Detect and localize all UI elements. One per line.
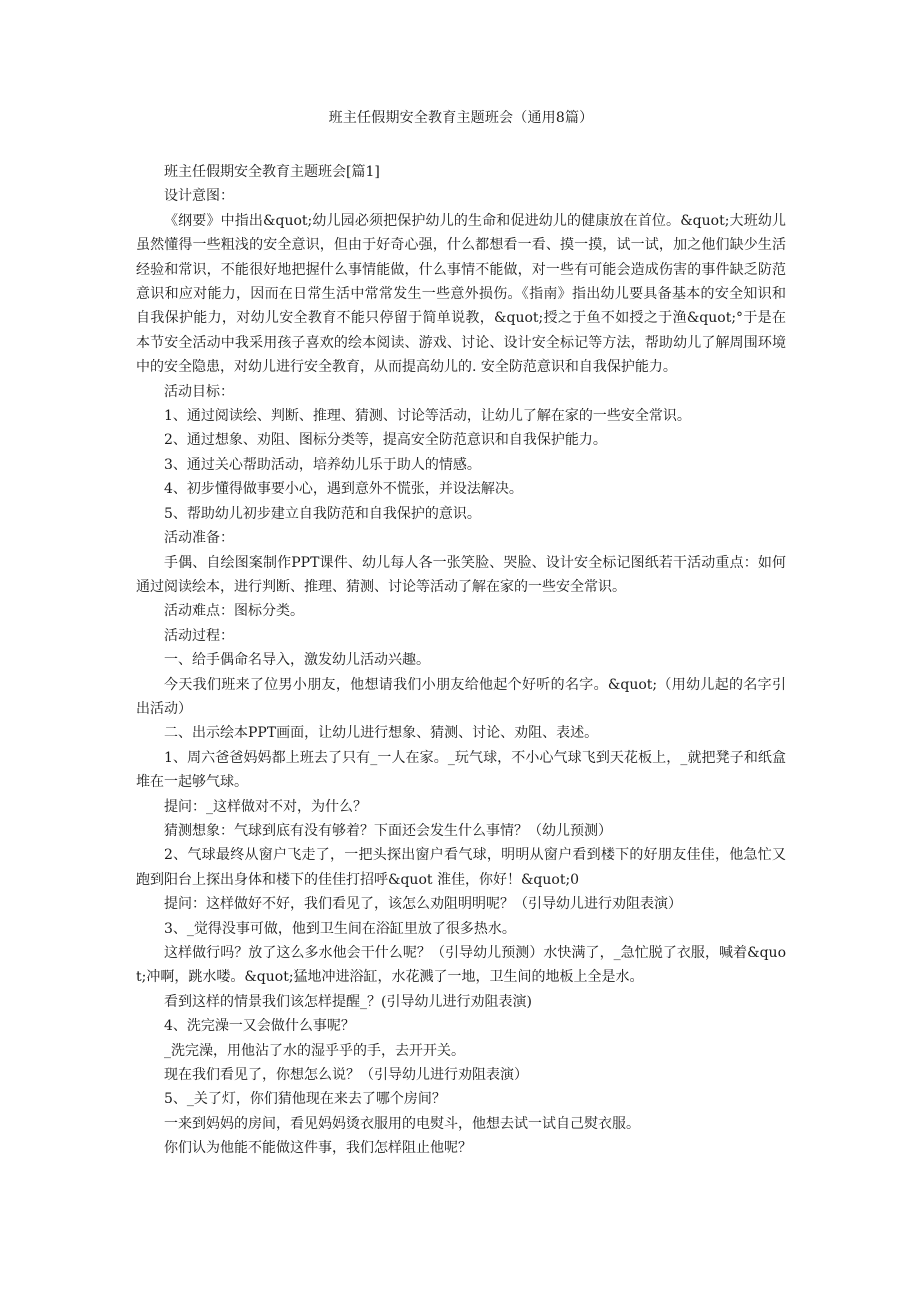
list-item: 3、_觉得没事可做，他到卫生间在浴缸里放了很多热水。 (164, 920, 516, 937)
list-item: 5、_关了灯，你们猜他现在来去了哪个房间？ (164, 1091, 446, 1108)
list-item: 1、周六爸爸妈妈都上班去了只有_一人在家。_玩气球，不小心气球飞到天花板上，_就把凳子和纸盒堆在一起够气球。 (136, 749, 786, 791)
list-item: 4、洗完澡一又会做什么事呢？ (164, 1018, 355, 1035)
paragraph: 手偶、自绘图案制作PPT课件、幼儿每人各一张笑脸、哭脸、设计安全标记图纸若干活动重点：如何通过阅读绘本，进行判断、推理、猜测、讨论等活动了解在家的一些安全常识。 (136, 554, 786, 595)
paragraph: 设计意图： (164, 188, 234, 205)
paragraph: 今天我们班来了位男小朋友，他想请我们小朋友给他起个好听的名字。&quot;（用幼儿起的名字引出活动） (136, 676, 786, 717)
list-item: 4、初步懂得做事要小心，遇到意外不慌张，并设法解决。 (164, 481, 523, 498)
paragraph: _洗完澡，用他沾了水的湿乎乎的手，去开开关。 (164, 1042, 465, 1059)
paragraph: 一来到妈妈的房间，看见妈妈烫衣服用的电熨斗，他想去试一试自己熨衣服。 (164, 1115, 640, 1132)
document-page (136, 108, 786, 1161)
paragraph: 活动目标： (164, 383, 234, 400)
paragraph: 你们认为他能不能做这件事，我们怎样阻止他呢？ (164, 1140, 472, 1157)
paragraph: 提问：_这样做对不对，为什么？ (164, 798, 367, 815)
list-item: 2、通过想象、劝阻、图标分类等，提高安全防范意识和自我保护能力。 (164, 432, 607, 449)
paragraph: 二、出示绘本PPT画面，让幼儿进行想象、猜测、讨论、劝阻、表述。 (164, 725, 599, 742)
paragraph: 猜测想象：气球到底有没有够着？下面还会发生什么事情？（幼儿预测） (164, 822, 612, 839)
paragraph: 活动难点：图标分类。 (164, 603, 304, 620)
list-item: 3、通过关心帮助活动，培养幼儿乐于助人的情感。 (164, 456, 481, 473)
list-item: 1、通过阅读绘、判断、推理、猜测、讨论等活动，让幼儿了解在家的一些安全常识。 (164, 408, 691, 425)
paragraph: 活动过程： (164, 627, 234, 644)
paragraph: 《纲要》中指出&quot;幼儿园必须把保护幼儿的生命和促进幼儿的健康放在首位。&quot;大班幼儿虽然懂得一些粗浅的安全意识，但由于好奇心强，什么都想看一看、摸一摸，试一试，加之他们缺少生活经验和常识，不能很好地把握什么事情能做，什么事情不能做，对一些有可能会造成伤害的事件缺乏防范意识和应对能力，因而在日常生活中常常发生一些意外损伤。《指南》指出幼儿要具备基本的安全知识和自我保护能力，对幼儿安全教育不能只停留于简单说教，&quot;授之于鱼不如授之于渔&quot;°于是在本节安全活动中我采用孩子喜欢的绘本阅读、游戏、讨论、设计安全标记等方法，帮助幼儿了解周围环境中的安全隐患，对幼儿进行安全教育，从而提高幼儿的. 安全防范意识和自我保护能力。 (136, 212, 786, 376)
section-heading: 班主任假期安全教育主题班会[篇1] (164, 164, 380, 180)
document-title: 班主任假期安全教育主题班会（通用8篇） (328, 110, 594, 126)
list-item: 5、帮助幼儿初步建立自我防范和自我保护的意识。 (164, 505, 481, 522)
paragraph: 现在我们看见了，你想怎么说？（引导幼儿进行劝阻表演） (164, 1067, 528, 1084)
list-item: 2、气球最终从窗户飞走了，一把头探出窗户看气球，明明从窗户看到楼下的好朋友佳佳，他急忙又跑到阳台上探出身体和楼下的佳佳打招呼&quot 淮佳，你好！&quot;0 (136, 847, 786, 888)
paragraph: 活动准备： (164, 530, 234, 547)
paragraph: 看到这样的情景我们该怎样提醒_？(引导幼儿进行劝阻表演) (164, 993, 532, 1010)
paragraph: 提问：这样做好不好，我们看见了，该怎么劝阻明明呢？（引导幼儿进行劝阻表演） (164, 896, 682, 913)
paragraph: 一、给手偶命名导入，激发幼儿活动兴趣。 (164, 652, 430, 669)
paragraph: 这样做行吗？放了这么多水他会干什么呢？（引导幼儿预测）水快满了，_急忙脱了衣服，喊着&quot;冲啊，跳水喽。&quot;猛地冲进浴缸，水花溅了一地，卫生间的地板上全是水。 (136, 945, 786, 986)
